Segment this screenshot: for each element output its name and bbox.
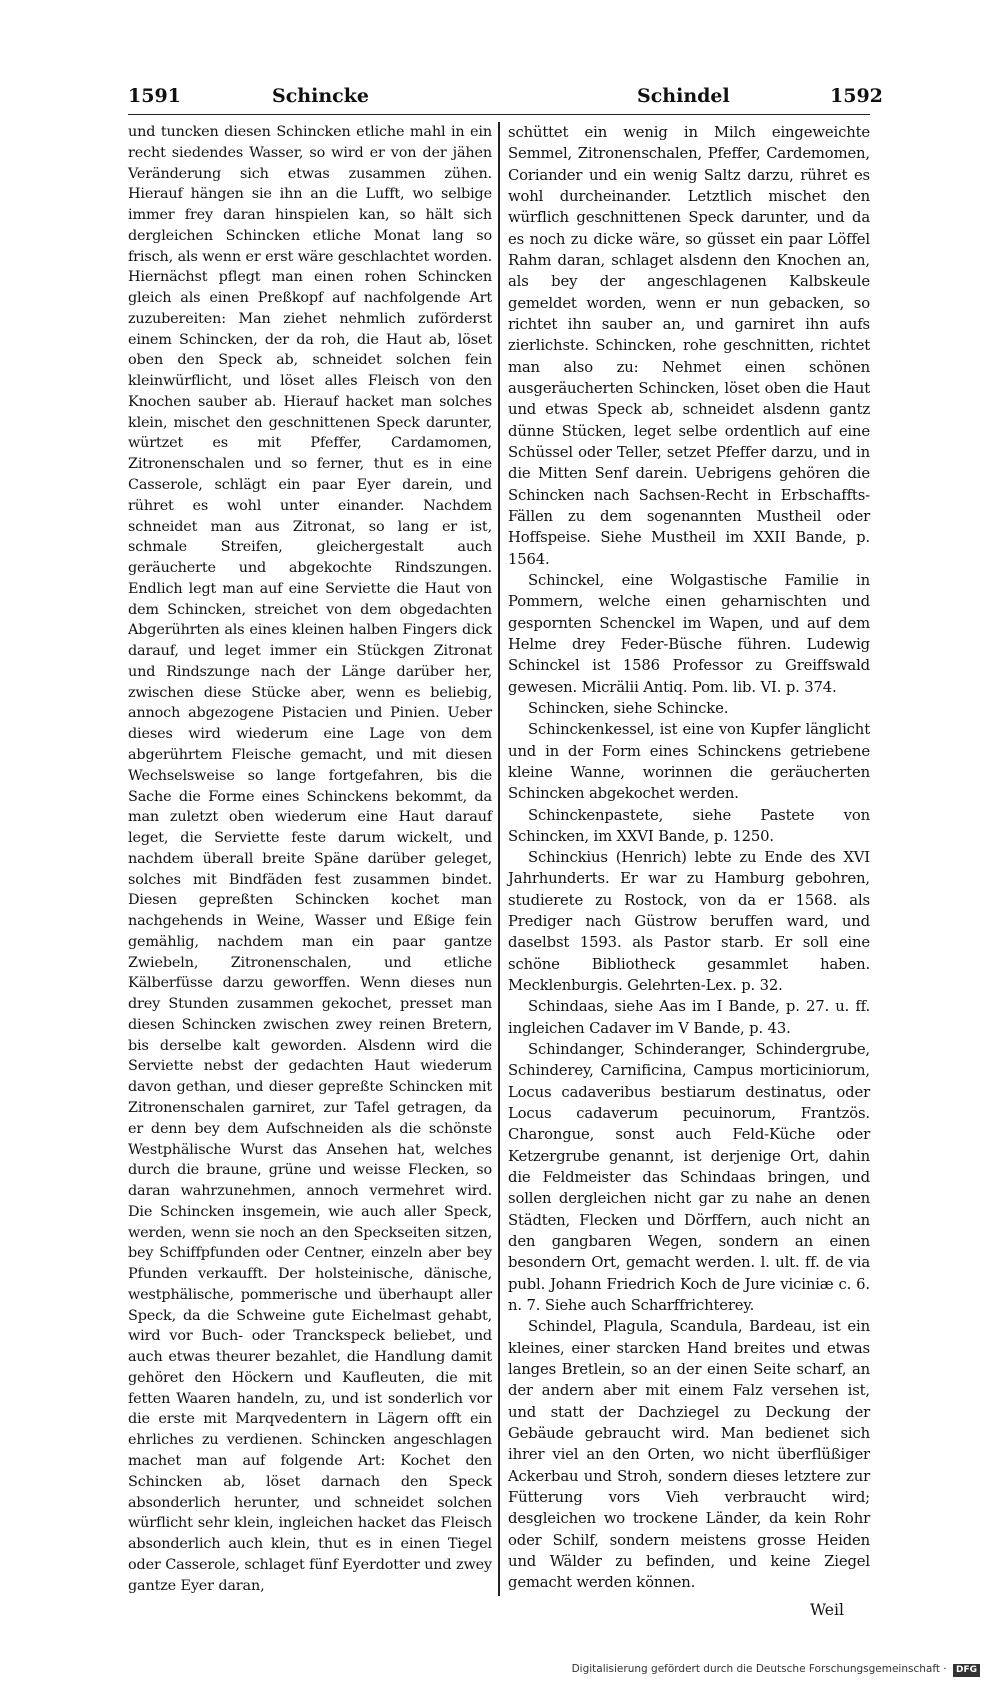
right-page-number: 1592 — [830, 85, 883, 107]
right-column — [508, 122, 870, 1594]
column-divider — [498, 122, 500, 1596]
entry-schinckel: Schinckel, eine Wolgastische Familie in Pommern, welche einen geharnischten und gespornten Schenckel im Wapen, und auf dem Helme drey Feder-Büsche führen. Ludewig Schinckel ist 1586 Professor zu Greiffswald gewesen. Micrälii Antiq. Pom. lib. VI. p. 374. — [508, 571, 870, 696]
entry-schindanger: Schindanger, Schinderanger, Schindergrube, Schinderey, Carnificina, Campus morticiniorum, Locus cadaveribus bestiarum destinatus, oder Locus cadaverum pecuinorum, Frantzös. Charongue, sonst auch Feld-Küche oder Ketzergrube genannt, ist derjenige Ort, dahin die Feldmeister das Schindaas bringen, und sollen dergleichen nicht gar zu nahe an denen Städten, Flecken und Dörffern, auch nicht an den gangbaren Wegen, sondern an einen besondern Ort, gemacht werden. l. ult. ff. de via publ. Johann Friedrich Koch de Jure viciniæ c. 6. n. 7. Siehe auch Scharffrichterey. — [508, 1041, 870, 1315]
catchword: Weil — [810, 1601, 844, 1619]
left-column-text: und tuncken diesen Schincken etliche mahl in ein recht siedendes Wasser, so wird er von der jähen Veränderung sich etwas zusammen zühen. Hierauf hängen sie ihn an die Lufft, wo selbige immer frey daran hinspielen kan, so hält sich dergleichen Schincken etliche Monat lang so frisch, als wenn er erst wäre geschlachtet worden. Hiernächst pflegt man einen rohen Schincken gleich als einen Preßkopf auf nachfolgende Art zuzubereiten: Man ziehet nehmlich zuförderst einem Schincken, der da roh, die Haut ab, löset oben den Speck ab, schneidet solchen fein kleinwürflicht, und löset alles Fleisch von den Knochen sauber ab. Hierauf hacket man solches klein, mischet den geschnittenen Speck darunter, würtzet es mit Pfeffer, Cardamomen, Zitronenschalen und so ferner, thut es in eine Casserole, schlägt ein paar Eyer darein, und rühret es wohl unter einander. Nachdem schneidet man aus Zitronat, so lang er ist, schmale Streifen, gleichergestalt auch geräucherte und abgekochte Rindszungen. Endlich legt man auf eine Serviette die Haut von dem Schincken, streichet von dem obgedachten Abgerührten als eines kleinen halben Fingers dick darauf, und leget immer ein Stückgen Zitronat und Rindszunge nach der Länge darüber her, zwischen diese Stücke aber, wenn es beliebig, annoch abgezogene Pistacien und Pinien. Ueber dieses wird wiederum eine Lage von dem abgerührtem Fleische gemacht, und mit diesen Wechselsweise so lange fortgefahren, bis die Sache die Forme eines Schinckens bekommt, da man zuletzt oben wiederum eine Haut darauf leget, die Serviette feste darum wickelt, und nachdem überall breite Späne darüber geleget, solches mit Bindfäden fest zusammen bindet. Diesen gepreßten Schincken kochet man nachgehends in Weine, Wasser und Eßige fein gemählig, nachdem man ein paar gantze Zwiebeln, Zitronenschalen, und etliche Kälberfüsse darzu geworffen. Wenn dieses nun drey Stunden zusammen gekochet, presset man diesen Schincken zwischen zwey reinen Bretern, bis derselbe kalt geworden. Alsdenn wird die Serviette nebst der gedachten Haut wiederum davon gethan, und dieser gepreßte Schincken mit Zitronenschalen garniret, zur Tafel getragen, da er denn bey dem Aufschneiden als die schönste Westphälische Wurst das Ansehen hat, welches durch die braune, grüne und weisse Flecken, so daran wahrzunehmen, annoch vermehret wird. Die Schincken insgemein, wie auch aller Speck, werden, wenn sie noch an den Speckseiten sitzen, bey Schiffpfunden oder Centner, einzeln aber bey Pfunden verkaufft. Der holsteinische, dänische, westphälische, pommerische und überhaupt aller Speck, da die Schweine gute Eichelmast gehabt, wird vor Buch- oder Tranckspeck beliebet, und auch etwas theurer bezahlet, die Handlung damit gehöret den Höckern und Kaufleuten, die mit fetten Waaren handeln, zu, und ist sonderlich vor die erste mit Marqvedentern in Lägern offt ein ehrliches zu verdienen. Schincken angeschlagen machet man auf folgende Art: Kochet den Schincken ab, löset darnach den Speck absonderlich herunter, und schneidet solchen würflicht sehr klein, ingleichen hacket das Fleisch absonderlich auch klein, thut es in einen Tiegel oder Casserole, schlaget fünf Eyerdotter und zwey gantze Eyer daran, — [128, 124, 492, 1594]
entry-schincken-xref: Schincken, siehe Schincke. — [528, 699, 729, 717]
entry-schinckenpastete: Schinckenpastete, siehe Pastete von Schincken, im XXVI Bande, p. 1250. — [508, 806, 870, 845]
entry-schindaas: Schindaas, siehe Aas im I Bande, p. 27. u. ff. ingleichen Cadaver im V Bande, p. 43. — [508, 998, 870, 1037]
left-running-head: Schincke — [272, 85, 369, 107]
entry-schinckenkessel: Schinckenkessel, ist eine von Kupfer länglicht und in der Form eines Schinckens getriebene kleine Wanne, worinnen die geräucherten Schincken abgekochet werden. — [508, 721, 870, 803]
digitization-footer — [572, 1662, 980, 1677]
left-column — [128, 122, 492, 1596]
entry-continuation: schüttet ein wenig in Milch eingeweichte Semmel, Zitronenschalen, Pfeffer, Cardemomen, Coriander und ein wenig Saltz darzu, rühret es wohl durcheinander. Letztlich mischet den würflich geschnittenen Speck darunter, und da es noch zu dicke wäre, so güsset ein paar Löffel Rahm daran, schlaget alsdenn den Knochen an, als bey der angeschlagenen Kalbskeule gemeldet worden, wenn er nun gebacken, so richtet ihn sauber an, und garniret ihn aufs zierlichste. Schincken, rohe geschnitten, richtet man also zu: Nehmet einen schönen ausgeräucherten Schincken, löset oben die Haut und etwas Speck ab, schneidet alsdenn gantz dünne Stücken, leget selbe ordentlich auf eine Schüssel oder Teller, setzet Pfeffer darzu, und in die Mitten Senf darein. Uebrigens gehören die Schincken nach Sachsen-Recht in Erbschaffts-Fällen zu dem sogenannten Mustheil oder Hoffspeise. Siehe Mustheil im XXII Bande, p. 1564. — [508, 124, 870, 568]
entry-schinckius: Schinckius (Henrich) lebte zu Ende des XVI Jahrhunderts. Er war zu Hamburg gebohren, studierete zu Rostock, von da er 1568. als Prediger nach Güstrow beruffen ward, und daselbst 1593. als Pastor starb. Er soll eine schöne Bibliotheck gesammlet haben. Mecklenburgis. Gelehrten-Lex. p. 32. — [508, 849, 870, 995]
left-page-number: 1591 — [128, 85, 181, 107]
entry-schindel: Schindel, Plagula, Scandula, Bardeau, ist ein kleines, einer starcken Hand breites und etwas langes Bretlein, so an der einen Seite scharf, an der andern aber mit einem Falz versehen ist, und statt der Dachziegel zu Deckung der Gebäude gebraucht wird. Man bedienet sich ihrer viel an den Orten, wo nicht überflüßiger Ackerbau und Stroh, sondern dieses letztere zur Fütterung vors Vieh verbraucht wird; desgleichen wo trockene Länder, da kein Rohr oder Schilf, sondern meistens grosse Heiden und Wälder zu befinden, und keine Ziegel gemacht werden können. — [508, 1318, 870, 1592]
header-rule — [128, 114, 870, 115]
footer-credit: Digitalisierung gefördert durch die Deutsche Forschungsgemeinschaft · — [571, 1663, 947, 1675]
dfg-logo: DFG — [953, 1664, 980, 1677]
right-running-head: Schindel — [637, 85, 730, 107]
